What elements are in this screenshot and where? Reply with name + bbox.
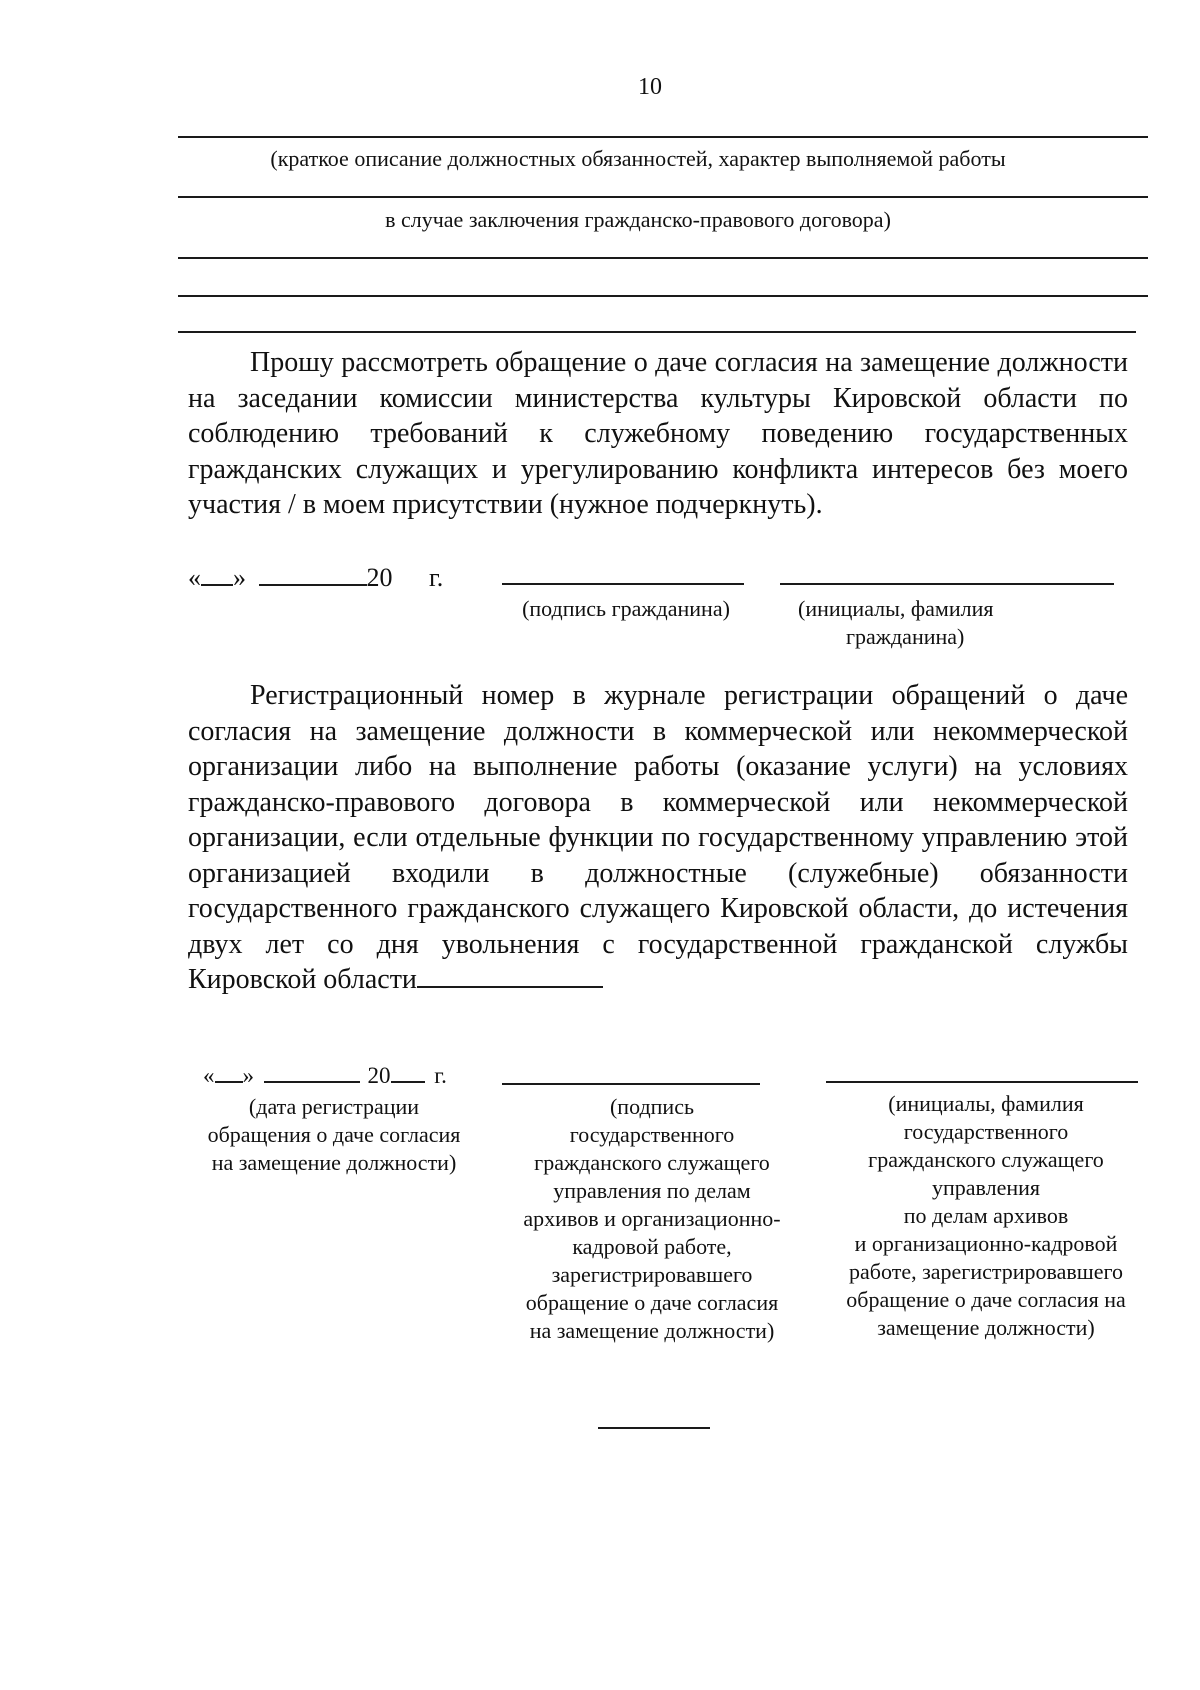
blank-line-1[interactable] <box>178 136 1148 138</box>
citizen-name-caption-1: (инициалы, фамилия <box>798 596 994 621</box>
blank-line-4[interactable] <box>178 295 1148 297</box>
blank-line-2[interactable] <box>178 196 1148 198</box>
registration-date-caption: (дата регистрации обращения о даче согласия на замещение должности) <box>207 1094 461 1175</box>
year-suffix: г. <box>429 563 444 592</box>
quote-close: » <box>233 563 246 592</box>
day-blank[interactable] <box>201 564 233 586</box>
registration-paragraph <box>188 678 1128 998</box>
reg-year-suffix: г. <box>434 1063 447 1088</box>
blank-line-5[interactable] <box>178 331 1136 333</box>
registrar-name-caption: (инициалы, фамилия государственного гражданского служащего управления по делам архивов и организационно-кадровой работе, зарегистрировавшего обращение о даче согласия на замещение должности) <box>846 1091 1126 1340</box>
reg-quote-open: « <box>203 1063 215 1088</box>
reg-year-prefix: 20 <box>367 1063 391 1088</box>
registration-number-blank[interactable] <box>417 964 603 988</box>
citizen-name-caption-2: гражданина) <box>846 624 965 649</box>
caption-civil-contract: в случае заключения гражданско-правового договора) <box>385 207 891 232</box>
reg-quote-close: » <box>242 1063 254 1088</box>
request-text: Прошу рассмотреть обращение о даче согласия на замещение должности на заседании комиссии министерства культуры Кировской области по соблюдению требований к служебному поведению государственных гражданских служащих и урегулированию конфликта интересов без моего участия / в моем присутствии (нужное подчеркнуть). <box>188 347 1128 520</box>
request-paragraph <box>188 345 1128 523</box>
year-prefix: 20 <box>366 563 393 592</box>
citizen-name-line[interactable] <box>780 583 1114 585</box>
reg-day-blank[interactable] <box>215 1061 243 1083</box>
reg-month-blank[interactable] <box>264 1061 360 1083</box>
registrar-name-line[interactable] <box>826 1081 1138 1083</box>
registrar-signature-line[interactable] <box>502 1083 760 1085</box>
page-number: 10 <box>638 74 662 100</box>
reg-year-blank[interactable] <box>391 1061 425 1083</box>
month-blank[interactable] <box>259 564 367 586</box>
registration-text: Регистрационный номер в журнале регистрации обращений о даче согласия на замещение должности в коммерческой или некоммерческой организации либо на выполнение работы (оказание услуги) на условиях гражданско-правового договора в коммерческой или некоммерческой организации, если отдельные функции по государственному управлению этой организацией входили в должностные (служебные) обязанности государственного гражданского служащего Кировской области, до истечения двух лет со дня увольнения с государственной гражданской службы Кировской области <box>188 680 1128 995</box>
registrar-signature-caption: (подпись государственного гражданского служащего управления по делам архивов и организационно- кадровой работе, зарегистрировавшего обращение о даче согласия на замещение должности) <box>523 1094 781 1343</box>
quote-open: « <box>188 563 201 592</box>
citizen-signature-caption: (подпись гражданина) <box>522 596 730 621</box>
citizen-date <box>188 563 443 593</box>
citizen-signature-line[interactable] <box>502 583 744 585</box>
end-divider <box>598 1427 710 1429</box>
registration-date <box>203 1061 447 1089</box>
blank-line-3[interactable] <box>178 257 1148 259</box>
caption-job-duties: (краткое описание должностных обязанностей, характер выполняемой работы <box>270 146 1006 171</box>
